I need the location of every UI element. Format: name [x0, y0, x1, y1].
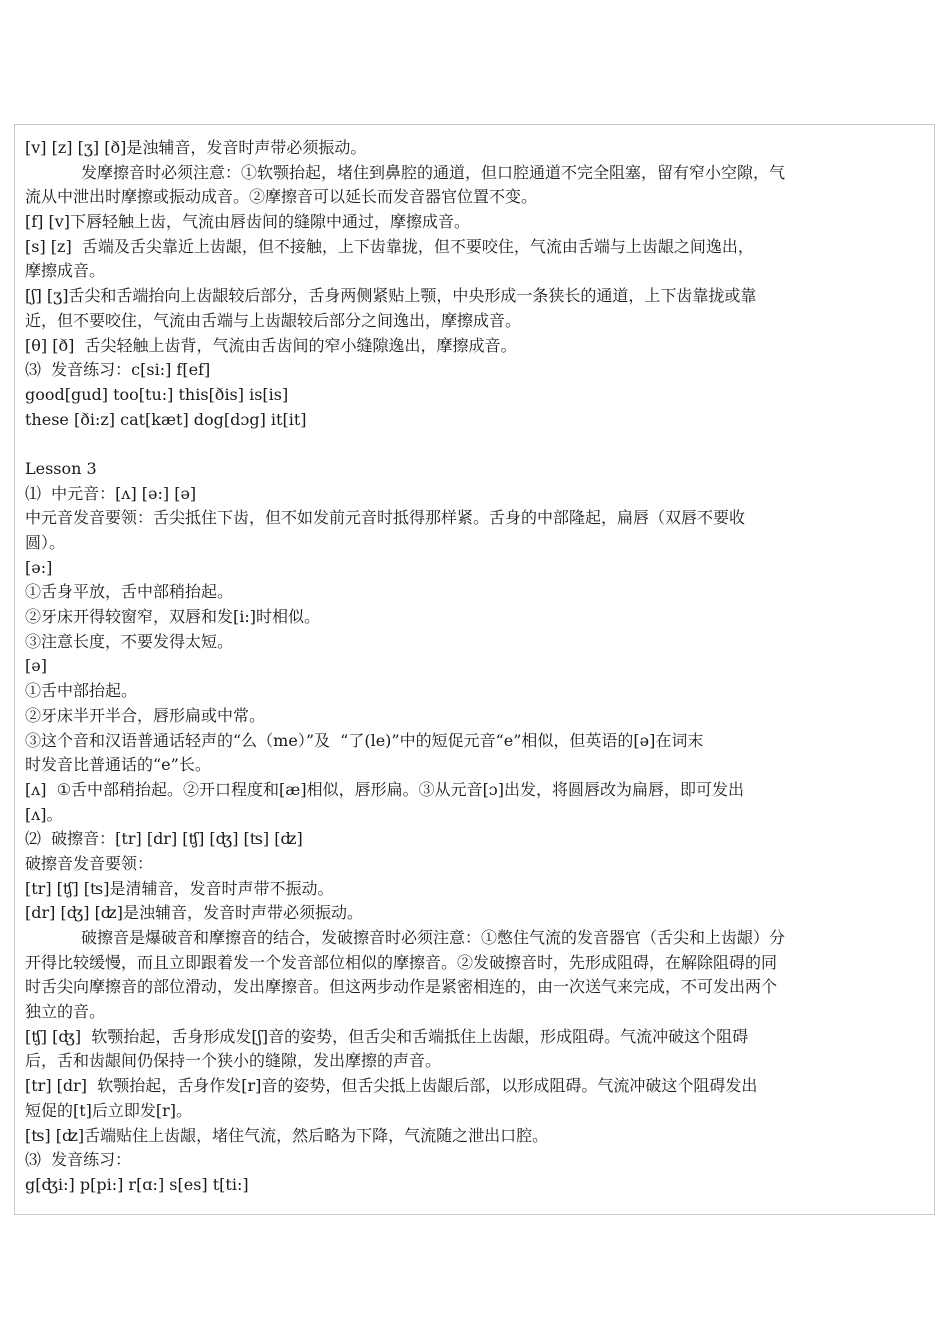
text-line: [ʌ]。	[25, 804, 63, 824]
text-line: ③注意长度，不要发得太短。	[25, 631, 234, 651]
text-line: 近，但不要咬住，气流由舌端与上齿龈较后部分之间逸出，摩擦成音。	[25, 310, 522, 330]
text-line: 流从中泄出时摩擦或振动成音。②摩擦音可以延长而发音器官位置不变。	[25, 187, 538, 207]
text-line: [ʧ] [ʤ] 软颚抬起，舌身形成发[ʃ]音的姿势，但舌尖和舌端抵住上齿龈，形成阻碍。气流冲破这个阻碍	[25, 1026, 749, 1046]
text-line: ⑴ 中元音：[ʌ] [ə:] [ə]	[25, 483, 197, 503]
text-line: ①舌身平放，舌中部稍抬起。	[25, 582, 234, 602]
text-line: ③这个音和汉语普通话轻声的“么（me）”及 “了(le)”中的短促元音“e”相似，但英语的[ə]在词末	[25, 730, 704, 750]
text-line: 发摩擦音时必须注意：①软颚抬起，堵住到鼻腔的通道，但口腔通道不完全阻塞，留有窄小空隙，气	[81, 162, 786, 182]
document-body	[25, 136, 930, 1198]
text-line: 摩擦成音。	[25, 261, 106, 281]
text-line: [ʌ] ①舌中部稍抬起。②开口程度和[æ]相似，唇形扁。③从元音[ɔ]出发，将圆唇改为扁唇，即可发出	[25, 779, 745, 799]
text-line: 开得比较缓慢，而且立即跟着发一个发音部位相似的摩擦音。②发破擦音时，先形成阻碍，在解除阻碍的同	[25, 952, 778, 972]
text-line: 后，舌和齿龈间仍保持一个狭小的缝隙，发出摩擦的声音。	[25, 1051, 442, 1071]
text-line: 独立的音。	[25, 1002, 106, 1022]
text-line: ⑶ 发音练习：c[si:] f[ef]	[25, 360, 211, 380]
text-line: 破擦音发音要领：	[25, 853, 154, 873]
text-line: [tr] [dr] 软颚抬起，舌身作发[r]音的姿势，但舌尖抵上齿龈后部，以形成阻碍。气流冲破这个阻碍发出	[25, 1076, 758, 1096]
text-line: ⑵ 破擦音：[tr] [dr] [ʧ] [ʤ] [ʦ] [ʣ]	[25, 829, 303, 849]
text-line: ②牙床开得较窗窄，双唇和发[i:]时相似。	[25, 607, 320, 627]
text-line: [θ] [ð] 舌尖轻触上齿背，气流由舌齿间的窄小缝隙逸出，摩擦成音。	[25, 335, 517, 355]
text-line: 圆）。	[25, 533, 66, 552]
text-line: [v] [z] [ʒ] [ð]是浊辅音，发音时声带必须振动。	[25, 138, 367, 157]
text-line: [tr] [ʧ] [ʦ]是清辅音，发音时声带不振动。	[25, 878, 334, 898]
text-line: Lesson 3	[25, 458, 97, 478]
blank-line	[25, 432, 930, 457]
text-line: [s] [z] 舌端及舌尖靠近上齿龈，但不接触，上下齿靠拢，但不要咬住，气流由舌端与上齿龈之间逸出，	[25, 236, 754, 256]
text-line: 时发音比普通话的“e”长。	[25, 755, 211, 775]
text-line: g[ʤi:] p[pi:] r[ɑ:] s[es] t[ti:]	[25, 1174, 249, 1194]
text-line: [dr] [ʤ] [ʣ]是浊辅音，发音时声带必须振动。	[25, 903, 363, 923]
text-line: ①舌中部抬起。	[25, 681, 138, 701]
text-line: good[gud] too[tu:] this[ðis] is[is]	[25, 384, 289, 404]
text-line: [f] [v]下唇轻触上齿，气流由唇齿间的缝隙中通过，摩擦成音。	[25, 212, 471, 232]
text-line: [ə:]	[25, 557, 53, 577]
text-line: [ə]	[25, 656, 47, 676]
text-line: ②牙床半开半合，唇形扁或中常。	[25, 705, 266, 725]
text-line: 短促的[t]后立即发[r]。	[25, 1100, 193, 1120]
text-line: these [ði:z] cat[kæt] dog[dɔg] it[it]	[25, 409, 307, 429]
text-line: [ʃ] [ʒ]舌尖和舌端抬向上齿龈较后部分，舌身两侧紧贴上颚，中央形成一条狭长的通道，上下齿靠拢或靠	[25, 286, 757, 306]
text-line: ⑶ 发音练习：	[25, 1150, 132, 1170]
text-line: 中元音发音要领：舌尖抵住下齿，但不如发前元音时抵得那样紧。舌身的中部隆起，扁唇（双唇不要收	[25, 508, 746, 528]
text-line: 破擦音是爆破音和摩擦音的结合，发破擦音时必须注意：①憋住气流的发音器官（舌尖和上齿龈）分	[81, 928, 786, 947]
text-line: [ʦ] [ʣ]舌端贴住上齿龈，堵住气流，然后略为下降，气流随之泄出口腔。	[25, 1125, 549, 1145]
text-line: 时舌尖向摩擦音的部位滑动，发出摩擦音。但这两步动作是紧密相连的，由一次送气来完成，不可发出两个	[25, 977, 778, 997]
